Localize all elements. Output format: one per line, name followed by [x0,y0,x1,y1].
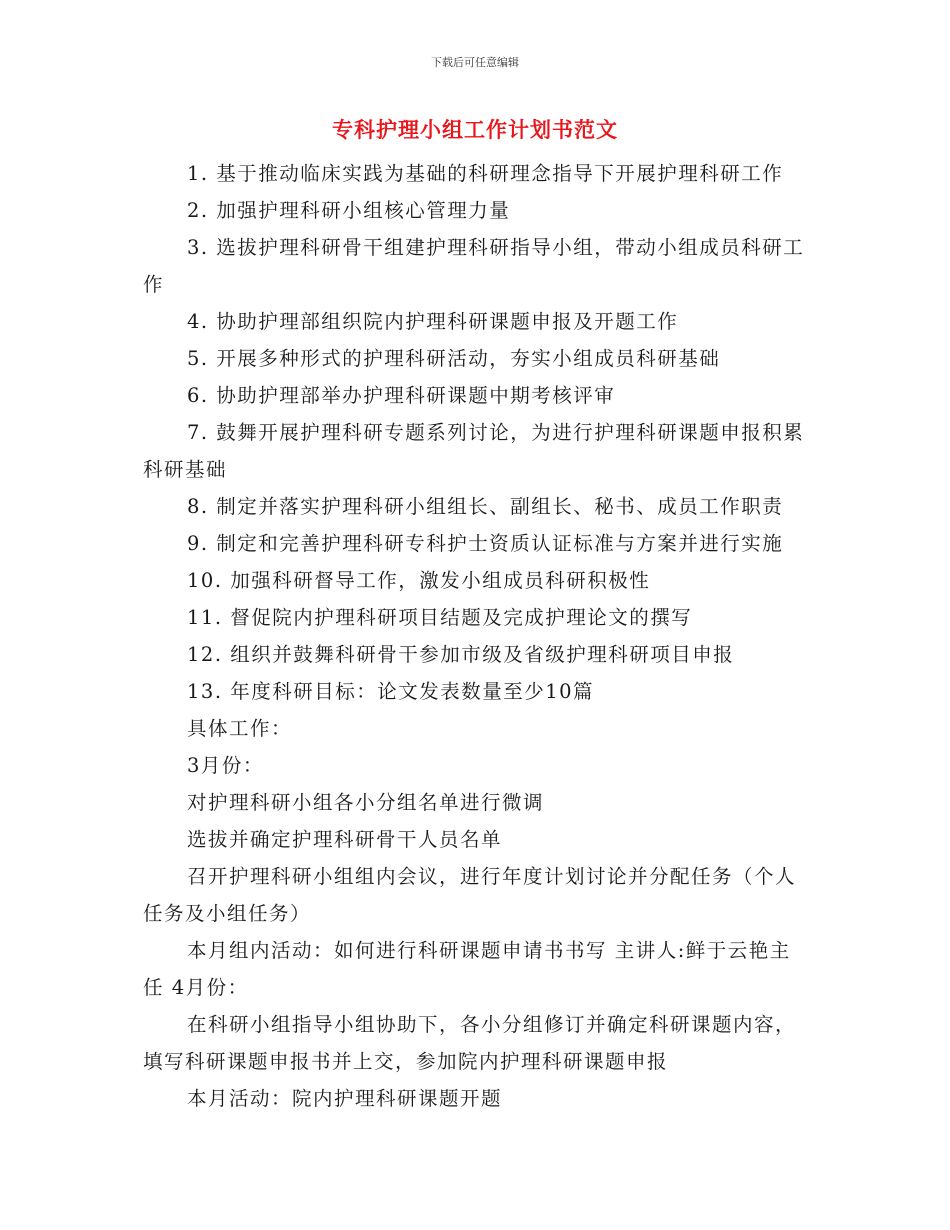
paragraph: 3月份： [187,754,264,777]
paragraph: 召开护理科研小组组内会议，进行年度计划讨论并分配任务（个人任务及小组任务） [143,865,797,925]
paragraph: 5. 开展多种形式的护理科研活动，夯实小组成员科研基础 [187,347,721,370]
paragraph: 1. 基于推动临床实践为基础的科研理念指导下开展护理科研工作 [187,162,784,185]
paragraph: 本月组内活动：如何进行科研课题申请书书写 主讲人:鲜于云艳主任 4月份： [143,939,791,999]
paragraph: 选拔并确定护理科研骨干人员名单 [187,828,503,851]
paragraph: 13. 年度科研目标：论文发表数量至少10篇 [187,680,595,703]
header-note: 下载后可任意编辑 [431,56,519,69]
paragraph: 3. 选拔护理科研骨干组建护理科研指导小组，带动小组成员科研工作 [143,236,805,296]
paragraph: 具体工作： [187,717,293,740]
paragraph: 10. 加强科研督导工作，激发小组成员科研积极性 [187,569,651,592]
paragraph: 8. 制定并落实护理科研小组组长、副组长、秘书、成员工作职责 [187,495,784,518]
paragraph: 9. 制定和完善护理科研专科护士资质认证标准与方案并进行实施 [187,532,784,555]
document-title: 专科护理小组工作计划书范文 [332,118,618,142]
paragraph: 6. 协助护理部举办护理科研课题中期考核评审 [187,384,616,407]
paragraph: 在科研小组指导小组协助下，各小分组修订并确定科研课题内容，填写科研课题申报书并上交，参加院内护理科研课题申报 [143,1013,797,1073]
paragraph: 对护理科研小组各小分组名单进行微调 [187,791,545,814]
document-body [143,155,811,1117]
paragraph: 11. 督促院内护理科研项目结题及完成护理论文的撰写 [187,606,693,629]
paragraph: 7. 鼓舞开展护理科研专题系列讨论，为进行护理科研课题申报积累科研基础 [143,421,805,481]
paragraph: 4. 协助护理部组织院内护理科研课题申报及开题工作 [187,310,679,333]
paragraph: 12. 组织并鼓舞科研骨干参加市级及省级护理科研项目申报 [187,643,735,666]
paragraph: 2. 加强护理科研小组核心管理力量 [187,199,511,222]
paragraph: 本月活动：院内护理科研课题开题 [187,1087,503,1110]
